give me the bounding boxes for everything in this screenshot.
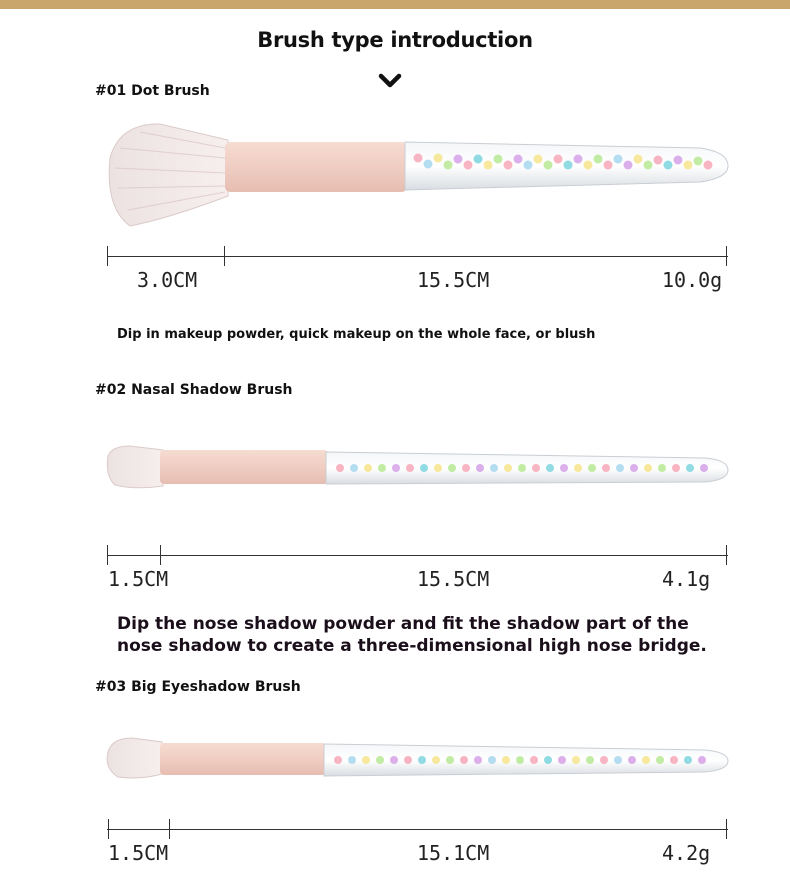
brush-3-label: #03 Big Eyeshadow Brush [95, 679, 301, 695]
brush-1-weight: 10.0g [662, 268, 723, 292]
brush-3-length: 15.1CM [417, 841, 490, 865]
brush-2-image [100, 438, 740, 498]
brush-2-description: Dip the nose shadow powder and fit the shadow part of the nose shadow to create a three-dimensional high nose bridge. [117, 614, 707, 656]
brush-3-measure-line [105, 819, 730, 843]
top-accent-bar [0, 0, 790, 9]
brush-3-weight: 4.2g [662, 841, 711, 865]
brush-1-label: #01 Dot Brush [95, 83, 210, 99]
brush-2-measure-line [105, 545, 730, 569]
brush-1-description: Dip in makeup powder, quick makeup on the whole face, or blush [117, 327, 596, 342]
brush-2-label: #02 Nasal Shadow Brush [95, 382, 293, 398]
chevron-down-icon [378, 72, 402, 92]
brush-2-head-size: 1.5CM [108, 567, 169, 591]
brush-1-length: 15.5CM [417, 268, 490, 292]
brush-1-image [100, 118, 740, 228]
brush-1-head-size: 3.0CM [137, 268, 198, 292]
brush-2-weight: 4.1g [662, 567, 711, 591]
brush-3-image [100, 732, 740, 788]
brush-2-length: 15.5CM [417, 567, 490, 591]
brush-1-measure-line [105, 246, 730, 270]
page-title: Brush type introduction [257, 28, 533, 52]
brush-3-head-size: 1.5CM [108, 841, 169, 865]
